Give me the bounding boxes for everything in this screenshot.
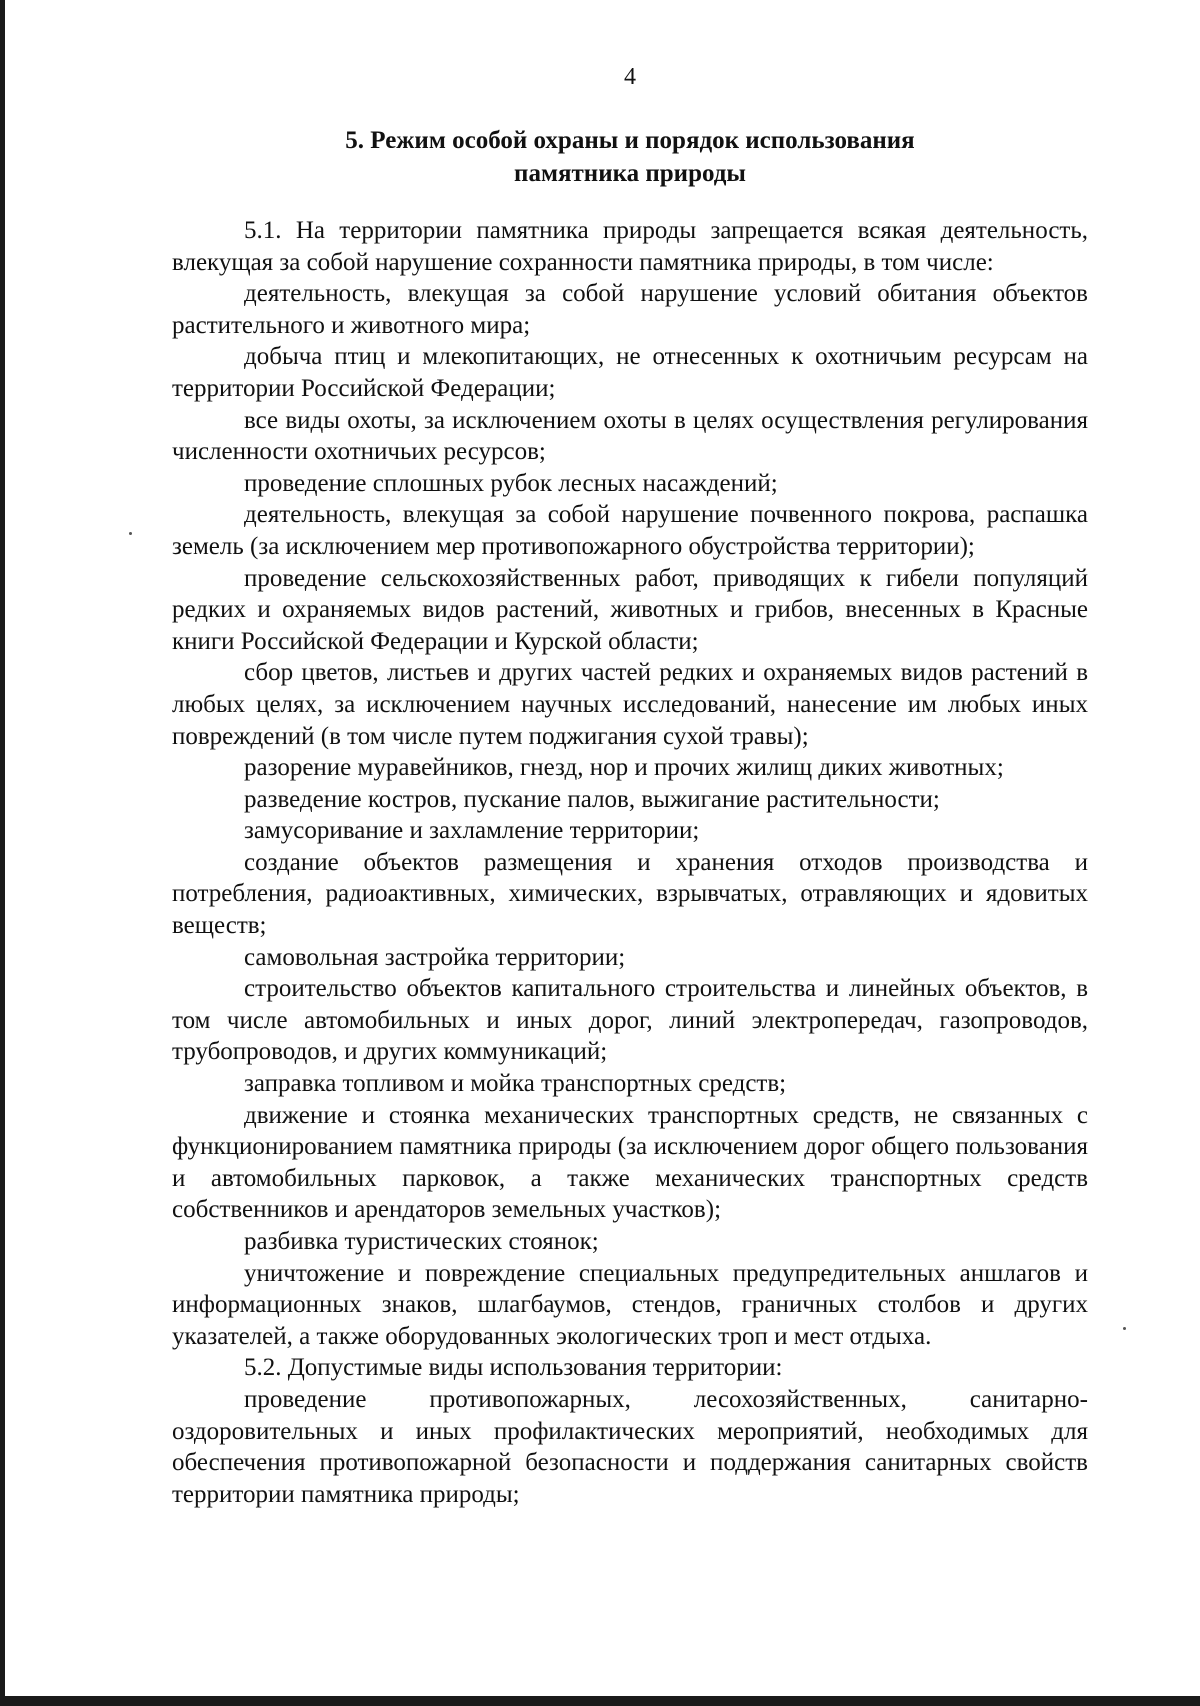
page-number: 4 xyxy=(624,64,636,90)
list-item: заправка топливом и мойка транспортных средств; xyxy=(244,1070,787,1098)
list-item: разбивка туристических стоянок; xyxy=(244,1228,599,1255)
section-heading-line-2: памятника природы xyxy=(514,160,746,187)
list-item: создание объектов размещения и хранения отходов производства и потребления, радиоактивных, химических, взрывчатых, отравляющих и ядовитых веществ; xyxy=(172,848,1088,940)
list-item: разорение муравейников, гнезд, нор и прочих жилищ диких животных; xyxy=(244,754,1004,782)
section-heading-line-1: 5. Режим особой охраны и порядок использования xyxy=(345,127,915,154)
scan-speck xyxy=(129,532,132,535)
list-item: уничтожение и повреждение специальных предупредительных аншлагов и информационных знаков, шлагбаумов, стендов, граничных столбов и других указателей, а также оборудованных экологических троп и мест отдыха. xyxy=(172,1259,1088,1350)
list-item: замусоривание и захламление территории; xyxy=(244,817,700,845)
list-item: самовольная застройка территории; xyxy=(244,943,626,971)
scan-bottom-edge xyxy=(0,1696,1200,1706)
list-item: сбор цветов, листьев и других частей редких и охраняемых видов растений в любых целях, за исключением научных исследований, нанесение им любых иных повреждений (в том числе путем поджигания сухой травы); xyxy=(172,659,1088,750)
list-item: проведение сплошных рубок лесных насаждений; xyxy=(244,469,778,497)
scan-left-edge xyxy=(0,0,5,1706)
list-item: проведение противопожарных, лесохозяйственных, санитарно-оздоровительных и иных профилактических мероприятий, необходимых для обеспечения противопожарной безопасности и поддержания санитарных свойств территории памятника природы; xyxy=(172,1385,1088,1508)
list-item: строительство объектов капитального строительства и линейных объектов, в том числе автомобильных и иных дорог, линий электропередач, газопроводов, трубопроводов, и других коммуникаций; xyxy=(172,975,1088,1066)
list-item: разведение костров, пускание палов, выжигание растительности; xyxy=(244,785,940,813)
list-item: движение и стоянка механических транспортных средств, не связанных с функционированием памятника природы (за исключением дорог общего пользования и автомобильных парковок, а также механических транспортных средств собственников и арендаторов земельных участков); xyxy=(172,1101,1088,1224)
section-heading xyxy=(172,124,1088,190)
document-body xyxy=(172,215,1088,1510)
list-item: добыча птиц и млекопитающих, не отнесенных к охотничьим ресурсам на территории Российской Федерации; xyxy=(172,343,1088,402)
list-item: деятельность, влекущая за собой нарушение почвенного покрова, распашка земель (за исключением мер противопожарного обустройства территории); xyxy=(172,501,1088,560)
list-item: деятельность, влекущая за собой нарушение условий обитания объектов растительного и животного мира; xyxy=(172,280,1088,339)
list-item: все виды охоты, за исключением охоты в целях осуществления регулирования численности охотничьих ресурсов; xyxy=(172,406,1088,466)
list-item: проведение сельскохозяйственных работ, приводящих к гибели популяций редких и охраняемых видов растений, животных и грибов, внесенных в Красные книги Российской Федерации и Курской области; xyxy=(172,564,1088,655)
paragraph-5-2: 5.2. Допустимые виды использования территории: xyxy=(244,1354,783,1382)
scan-speck xyxy=(1123,1327,1126,1330)
paragraph-5-1: 5.1. На территории памятника природы запрещается всякая деятельность, влекущая за собой нарушение сохранности памятника природы, в том числе: xyxy=(172,217,1088,276)
